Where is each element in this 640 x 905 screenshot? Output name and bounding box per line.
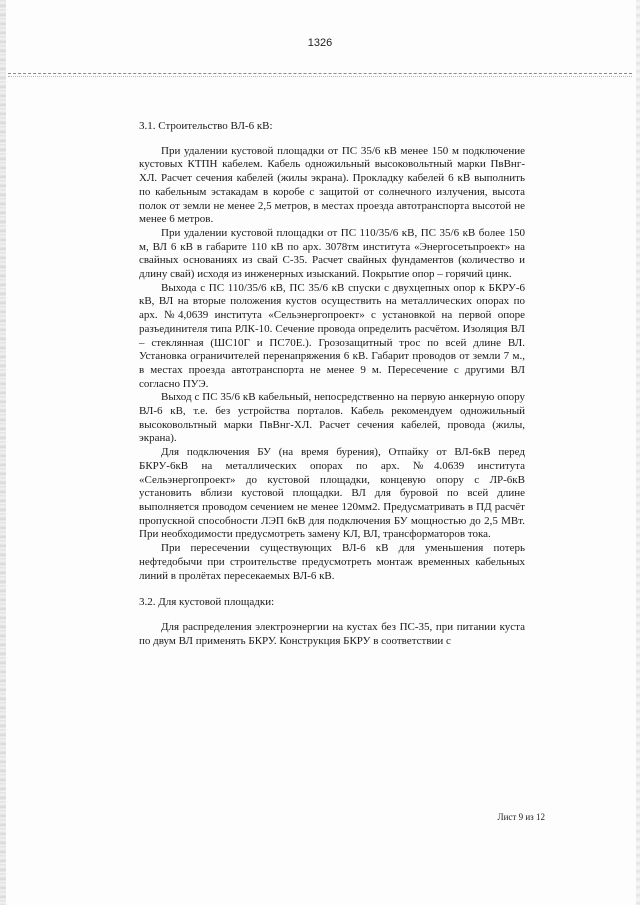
paragraph: Выхода с ПС 110/35/6 кВ, ПС 35/6 кВ спуски с двухцепных опор к БКРУ-6 кВ, ВЛ на вторые положения кустов осуществить на металлических опорах по арх. №4,0639 института «Сельэнергопроект» с установкой на первой опоре разъединителя типа РЛК-10. Сечение провода определить расчётом. Изоляция ВЛ – стеклянная (ШС10Г и ПС70Е.). Грозозащитный трос по всей длине ВЛ. Установка ограничителей перенапряжения 6 кВ. Габарит проводов от земли 7 м., в местах проезда автотранспорта не менее 9 м. Пересечение с другими ВЛ согласно ПУЭ. bbox=[139, 281, 525, 390]
scan-edge-left bbox=[0, 0, 6, 905]
paragraph: При удалении кустовой площадки от ПС 35/6 кВ менее 150 м подключение кустовых КТПН кабелем. Кабель одножильный высоковольтный марки ПвВнг-ХЛ. Расчет сечения кабелей (жилы экрана). Прокладку кабелей 6 кВ выполнить по кабельным эстакадам в коробе с защитой от солнечного излучения, высота полок от земли не менее 2,5 метров, в местах проезда автотранспорта высотой не менее 6 метров. bbox=[139, 144, 525, 226]
page-footer-sheet-counter: Лист 9 из 12 bbox=[497, 812, 545, 822]
document-body bbox=[139, 120, 525, 648]
scan-edge-right bbox=[636, 0, 640, 905]
paragraph: Для распределения электроэнергии на кустах без ПС-35, при питании куста по двум ВЛ применять БКРУ. Конструкция БКРУ в соответствии с bbox=[139, 620, 525, 647]
header-divider bbox=[8, 73, 632, 74]
paragraph: При удалении кустовой площадки от ПС 110/35/6 кВ, ПС 35/6 кВ более 150 м, ВЛ 6 кВ в габарите 110 кВ по арх. 3078тм института «Энергосетьпроект» на свайных основаниях из свай С-35. Расчет свайных фундаментов (количество и длину свай) исходя из инженерных изысканий. Покрытие опор – горячий цинк. bbox=[139, 226, 525, 281]
section-heading-3-2: 3.2. Для кустовой площадки: bbox=[139, 596, 275, 609]
page-number: 1326 bbox=[307, 37, 333, 49]
header-divider-secondary bbox=[8, 76, 632, 77]
paragraph: Выход с ПС 35/6 кВ кабельный, непосредственно на первую анкерную опору ВЛ-6 кВ, т.е. без устройства порталов. Кабель рекомендуем одножильный высоковольтный марки ПвВнг-ХЛ. Расчет сечения кабелей, провода (жилы, экрана). bbox=[139, 391, 525, 445]
section-spacer bbox=[139, 583, 525, 596]
paragraph: Для подключения БУ (на время бурения), Отпайку от ВЛ-6кВ перед БКРУ-6кВ на металлических опорах по арх. №4.0639 института «Сельэнергопроект» до кустовой площадки, концевую опору с ЛР-6кВ установить вблизи кустовой площадки. ВЛ для буровой по всей длине выполняется проводом сечением не менее 120мм2. Предусматривать в ПД расчёт пропускной способности ЛЭП 6кВ для подключения БУ мощностью до 2,5 МВт. При необходимости предусмотреть замену КЛ, ВЛ, трансформаторов тока. bbox=[139, 446, 525, 541]
section-heading-3-1: 3.1. Строительство ВЛ-6 кВ: bbox=[139, 120, 273, 132]
paragraph: При пересечении существующих ВЛ-6 кВ для уменьшения потерь нефтедобычи при строительстве предусмотреть монтаж временных кабельных линий в пролётах пересекаемых ВЛ-6 кВ. bbox=[139, 542, 525, 582]
